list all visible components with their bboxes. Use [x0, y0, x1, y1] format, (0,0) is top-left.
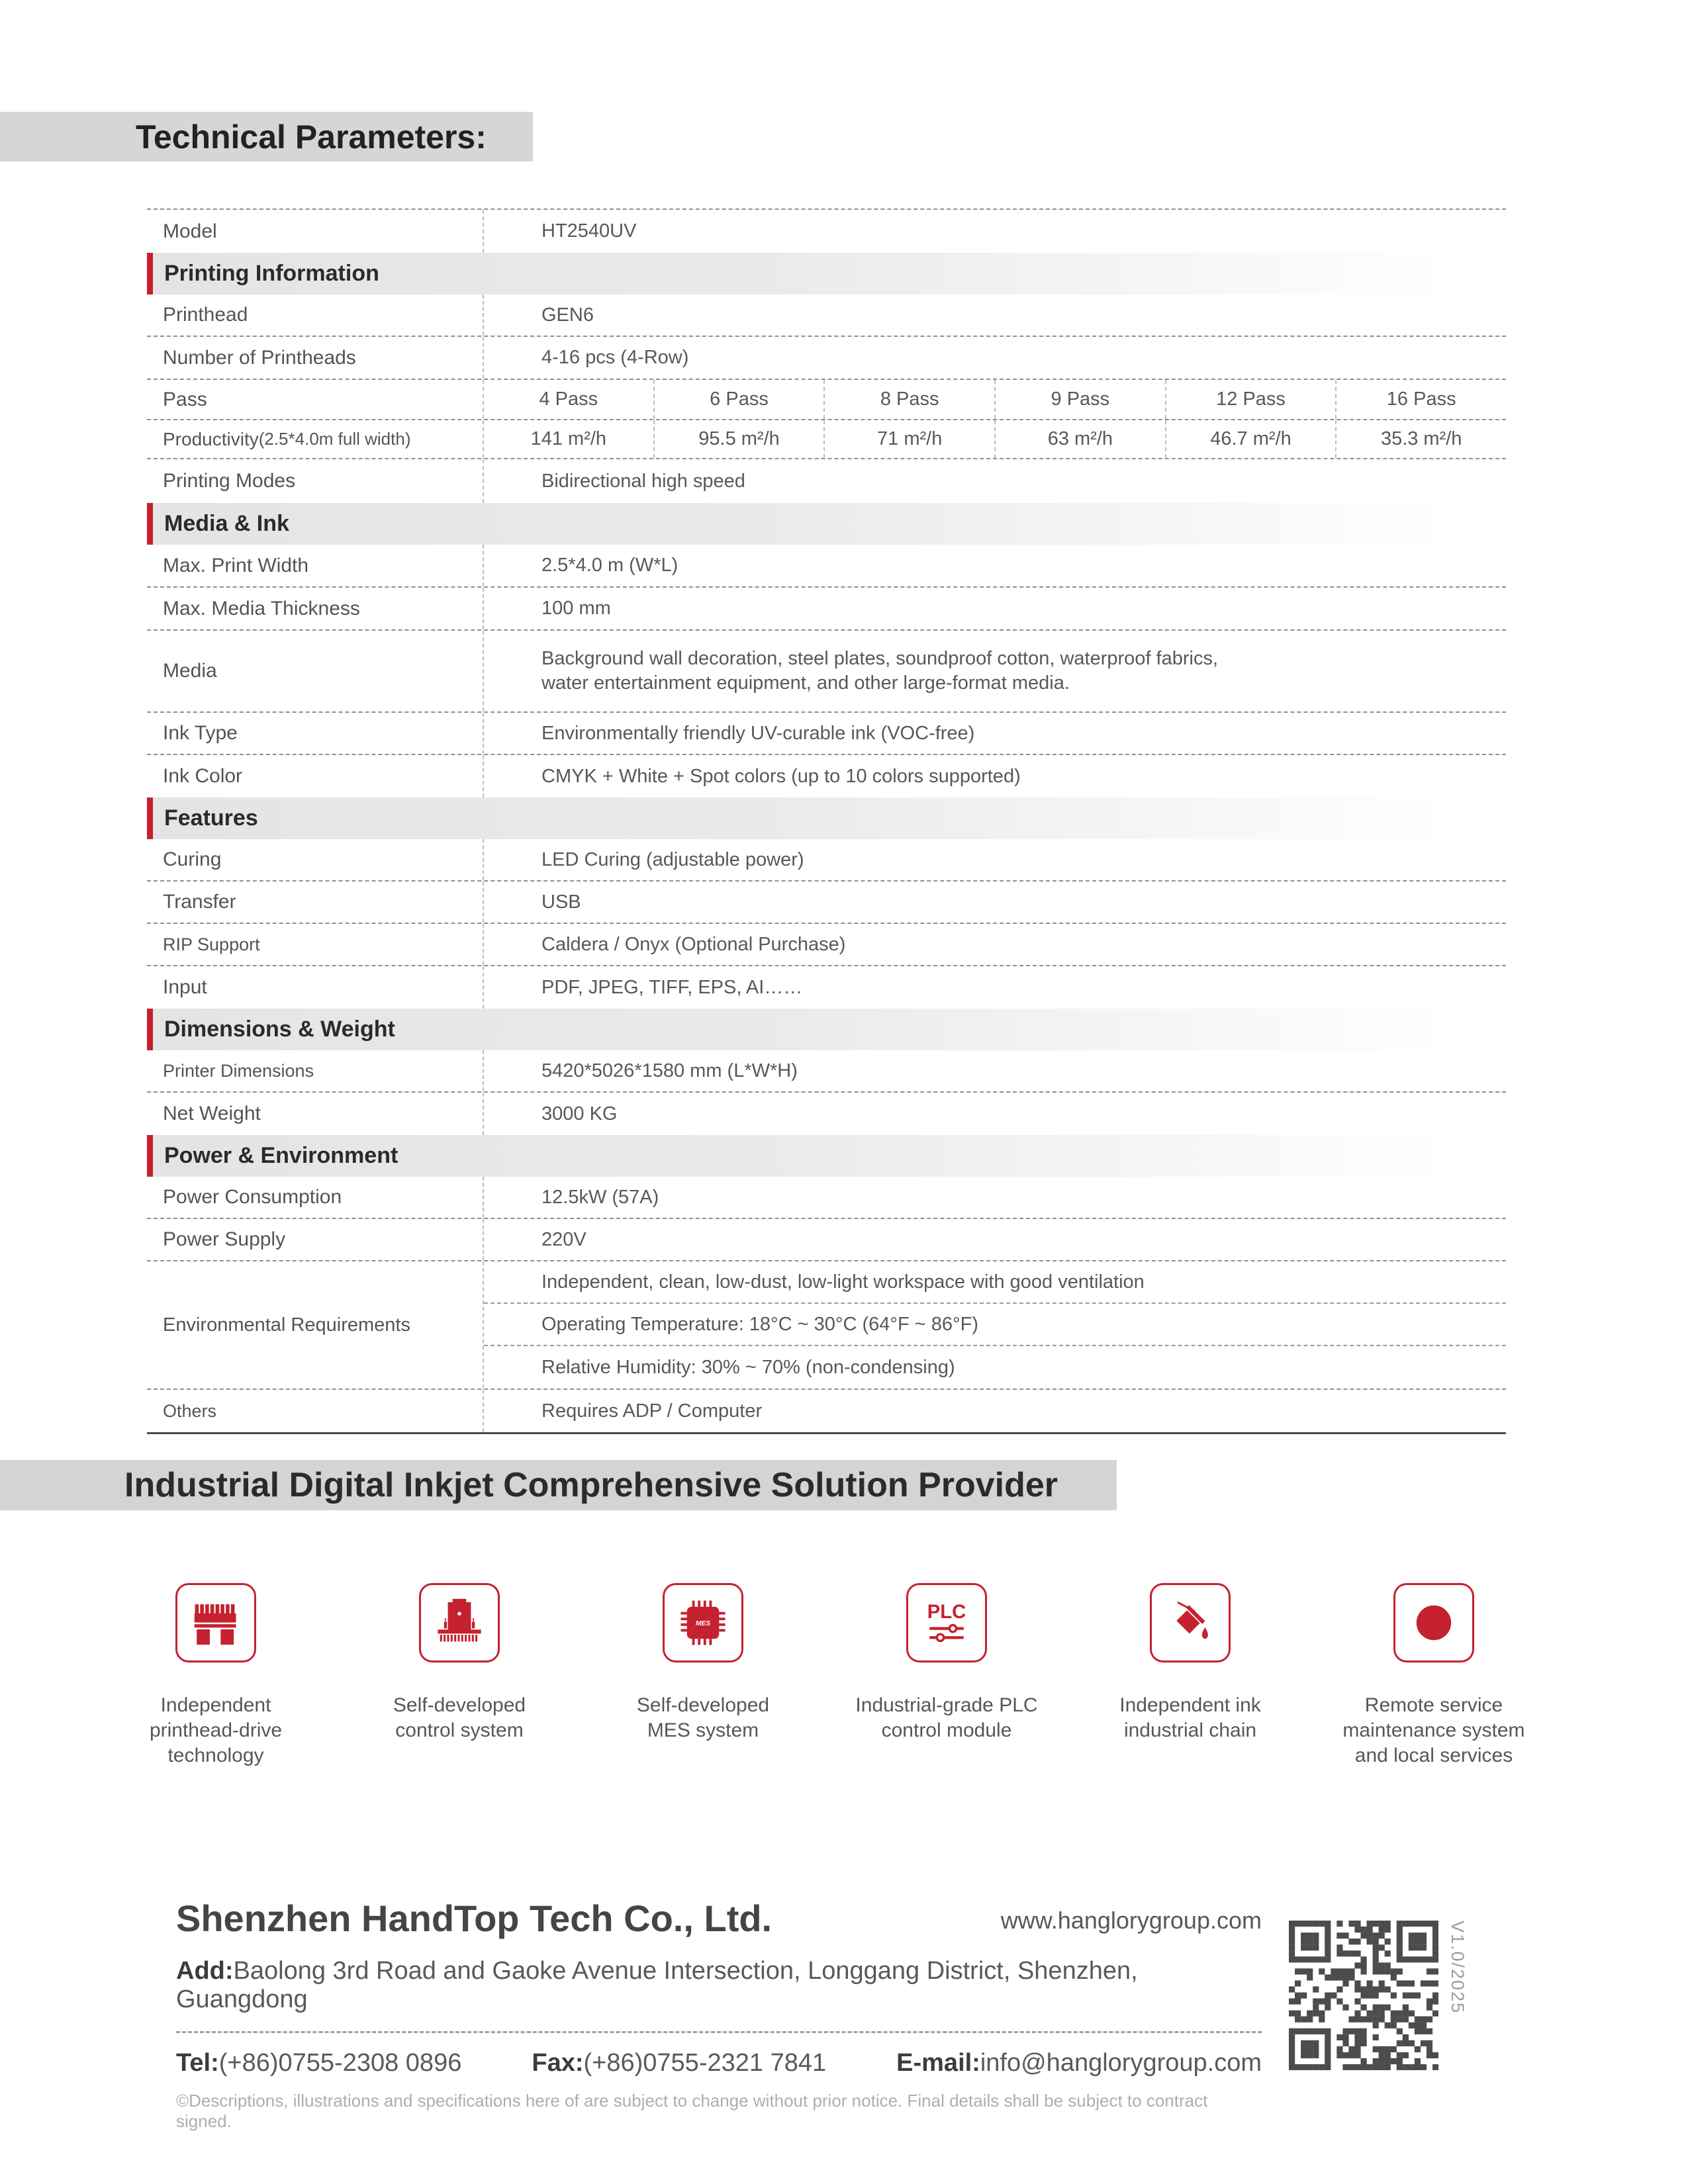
productivity-cell: 46.7 m²/h	[1166, 420, 1337, 458]
productivity-cell: 63 m²/h	[996, 420, 1166, 458]
plc-module-icon	[906, 1583, 987, 1662]
solution-provider-bar	[0, 1460, 1117, 1510]
tel-label: Tel:	[176, 2049, 219, 2077]
productivity-label: Productivity	[163, 428, 259, 449]
pass-cell: 9 Pass	[996, 380, 1166, 419]
contact-row	[176, 2049, 1262, 2077]
table-row-media	[147, 631, 1506, 713]
section-band-dimensions-weight	[147, 1009, 1506, 1050]
solution-item	[1068, 1583, 1312, 1768]
section-title: Power & Environment	[164, 1143, 399, 1168]
solution-item	[1312, 1583, 1556, 1768]
row-value: 2.5*4.0 m (W*L)	[541, 555, 679, 576]
row-label	[147, 420, 484, 458]
table-row-net-weight	[147, 1093, 1506, 1135]
row-value: LED Curing (adjustable power)	[541, 848, 804, 870]
row-label: Curing	[147, 839, 484, 880]
table-row-curing	[147, 839, 1506, 882]
row-label: Number of Printheads	[147, 337, 484, 379]
solution-caption: Self-developed MES system	[636, 1694, 770, 1741]
svg-text:PLC: PLC	[927, 1602, 966, 1623]
row-value: Environmentally friendly UV-curable ink (VOC-free)	[541, 722, 975, 744]
table-row-printing-modes	[147, 459, 1506, 503]
row-value: 100 mm	[541, 598, 611, 619]
table-row-productivity	[147, 420, 1506, 459]
productivity-cell: 95.5 m²/h	[655, 420, 825, 458]
row-value: Bidirectional high speed	[541, 470, 745, 492]
table-row-power-supply	[147, 1219, 1506, 1261]
solution-items	[94, 1583, 1556, 1768]
row-value: HT2540UV	[541, 220, 637, 242]
row-label: Power Supply	[147, 1219, 484, 1260]
address-label: Add:	[176, 1957, 234, 1985]
row-value: USB	[541, 891, 581, 913]
company-name: Shenzhen HandTop Tech Co., Ltd.	[176, 1897, 773, 1939]
tel	[176, 2049, 461, 2077]
row-value: PDF, JPEG, TIFF, EPS, AI……	[541, 976, 803, 998]
qr-code	[1289, 1921, 1438, 2070]
row-label: Max. Media Thickness	[147, 588, 484, 629]
solution-caption: Remote service maintenance system and local services	[1342, 1694, 1525, 1766]
pass-cell: 8 Pass	[825, 380, 996, 419]
row-label: Printing Modes	[147, 459, 484, 503]
email-label: E-mail:	[896, 2049, 980, 2077]
table-row-printer-dimensions	[147, 1050, 1506, 1093]
section-band-power-environment	[147, 1135, 1506, 1177]
section-title: Dimensions & Weight	[164, 1017, 395, 1042]
solution-item	[581, 1583, 825, 1768]
productivity-cell: 35.3 m²/h	[1380, 428, 1462, 449]
printhead-icon	[175, 1583, 256, 1662]
table-row-others	[147, 1390, 1506, 1432]
fax-number: (+86)0755-2321 7841	[583, 2049, 827, 2077]
row-label: Max. Print Width	[147, 545, 484, 586]
company-row	[176, 1897, 1262, 1940]
row-label: Printer Dimensions	[147, 1050, 484, 1091]
mes-chip-icon	[663, 1583, 743, 1662]
media-line-1: Background wall decoration, steel plates, soundproof cotton, waterproof fabrics,	[541, 648, 1219, 669]
table-row-power-consumption	[147, 1177, 1506, 1219]
section-title: Media & Ink	[164, 511, 289, 536]
table-row-model	[147, 210, 1506, 253]
environment-line-3: Relative Humidity: 30% ~ 70% (non-condensing)	[541, 1356, 955, 1378]
pass-cell: 16 Pass	[1386, 388, 1456, 410]
row-value	[484, 631, 1506, 711]
email	[896, 2049, 1262, 2077]
row-label: Ink Type	[147, 713, 484, 754]
table-row-environmental-requirements	[147, 1261, 1506, 1390]
table-row-rip-support	[147, 924, 1506, 966]
solution-caption: Industrial-grade PLC control module	[855, 1694, 1038, 1741]
row-label: Power Consumption	[147, 1177, 484, 1218]
spec-table	[147, 208, 1506, 1434]
control-system-icon	[419, 1583, 500, 1662]
table-row-transfer	[147, 882, 1506, 924]
row-value: Caldera / Onyx (Optional Purchase)	[541, 933, 846, 955]
row-label: Model	[147, 210, 484, 253]
table-row-input	[147, 966, 1506, 1009]
row-label: Pass	[147, 380, 484, 419]
fax	[532, 2049, 826, 2077]
row-value: 12.5kW (57A)	[541, 1186, 659, 1208]
table-row-max-media-thickness	[147, 588, 1506, 631]
environment-line-2: Operating Temperature: 18°C ~ 30°C (64°F ~ 86°F)	[484, 1304, 1506, 1346]
pass-cell: 12 Pass	[1166, 380, 1337, 419]
solution-item	[338, 1583, 581, 1768]
solution-item	[94, 1583, 338, 1768]
svg-text:MES: MES	[695, 1619, 711, 1627]
row-value: 3000 KG	[541, 1103, 618, 1124]
media-line-2: water entertainment equipment, and other large-format media.	[541, 672, 1070, 694]
section-band-printing-information	[147, 253, 1506, 295]
page-title: Technical Parameters:	[136, 118, 487, 156]
row-value: Requires ADP / Computer	[541, 1400, 763, 1422]
address-row	[176, 1957, 1262, 2014]
productivity-cell: 71 m²/h	[825, 420, 996, 458]
row-label: Others	[147, 1390, 484, 1432]
section-title: Printing Information	[164, 261, 379, 286]
section-band-features	[147, 797, 1506, 839]
row-value: CMYK + White + Spot colors (up to 10 colors supported)	[541, 765, 1021, 787]
row-label: Net Weight	[147, 1093, 484, 1135]
solution-provider-title: Industrial Digital Inkjet Comprehensive Solution Provider	[124, 1466, 1058, 1504]
footer-divider	[176, 2031, 1262, 2033]
pass-cell: 6 Pass	[655, 380, 825, 419]
row-label: Environmental Requirements	[147, 1261, 484, 1388]
row-label: Input	[147, 966, 484, 1009]
environment-values	[484, 1261, 1506, 1388]
table-row-printhead	[147, 295, 1506, 337]
ink-bucket-icon	[1150, 1583, 1231, 1662]
productivity-cell: 141 m²/h	[484, 420, 655, 458]
globe-icon	[1393, 1583, 1474, 1662]
tel-number: (+86)0755-2308 0896	[218, 2049, 462, 2077]
table-row-number-of-printheads	[147, 337, 1506, 380]
solution-caption: Independent printhead-drive technology	[149, 1694, 283, 1766]
table-row-pass	[147, 380, 1506, 420]
footer	[176, 1897, 1262, 2132]
row-label: Media	[147, 631, 484, 711]
title-bar	[0, 112, 533, 161]
table-row-ink-type	[147, 713, 1506, 755]
solution-caption: Self-developed control system	[393, 1694, 526, 1741]
solution-item	[825, 1583, 1068, 1768]
section-band-media-ink	[147, 503, 1506, 545]
website-url: www.hanglorygroup.com	[1000, 1907, 1262, 1934]
table-row-ink-color	[147, 755, 1506, 797]
row-label: Printhead	[147, 295, 484, 336]
row-value: GEN6	[541, 304, 594, 326]
row-value: 220V	[541, 1228, 586, 1250]
email-address: info@hanglorygroup.com	[980, 2049, 1262, 2077]
solution-caption: Independent ink industrial chain	[1119, 1694, 1261, 1741]
environment-line-1: Independent, clean, low-dust, low-light workspace with good ventilation	[484, 1261, 1506, 1304]
row-value: 4-16 pcs (4-Row)	[541, 347, 689, 368]
fax-label: Fax:	[532, 2049, 584, 2077]
disclaimer: ©Descriptions, illustrations and specifications here of are subject to change without prior notice. Final details shall be subject to contract signed.	[176, 2091, 1208, 2131]
section-title: Features	[164, 805, 258, 831]
pass-cell: 4 Pass	[484, 380, 655, 419]
row-value: 5420*5026*1580 mm (L*W*H)	[541, 1060, 798, 1081]
row-label: Transfer	[147, 882, 484, 923]
address-text: Baolong 3rd Road and Gaoke Avenue Intersection, Longgang District, Shenzhen, Guangdong	[176, 1957, 1138, 2013]
row-label: Ink Color	[147, 755, 484, 797]
table-row-max-print-width	[147, 545, 1506, 588]
productivity-label-suffix: (2.5*4.0m full width)	[258, 429, 411, 449]
row-label: RIP Support	[147, 924, 484, 965]
version-label: V1.0/2025	[1448, 1921, 1468, 2015]
